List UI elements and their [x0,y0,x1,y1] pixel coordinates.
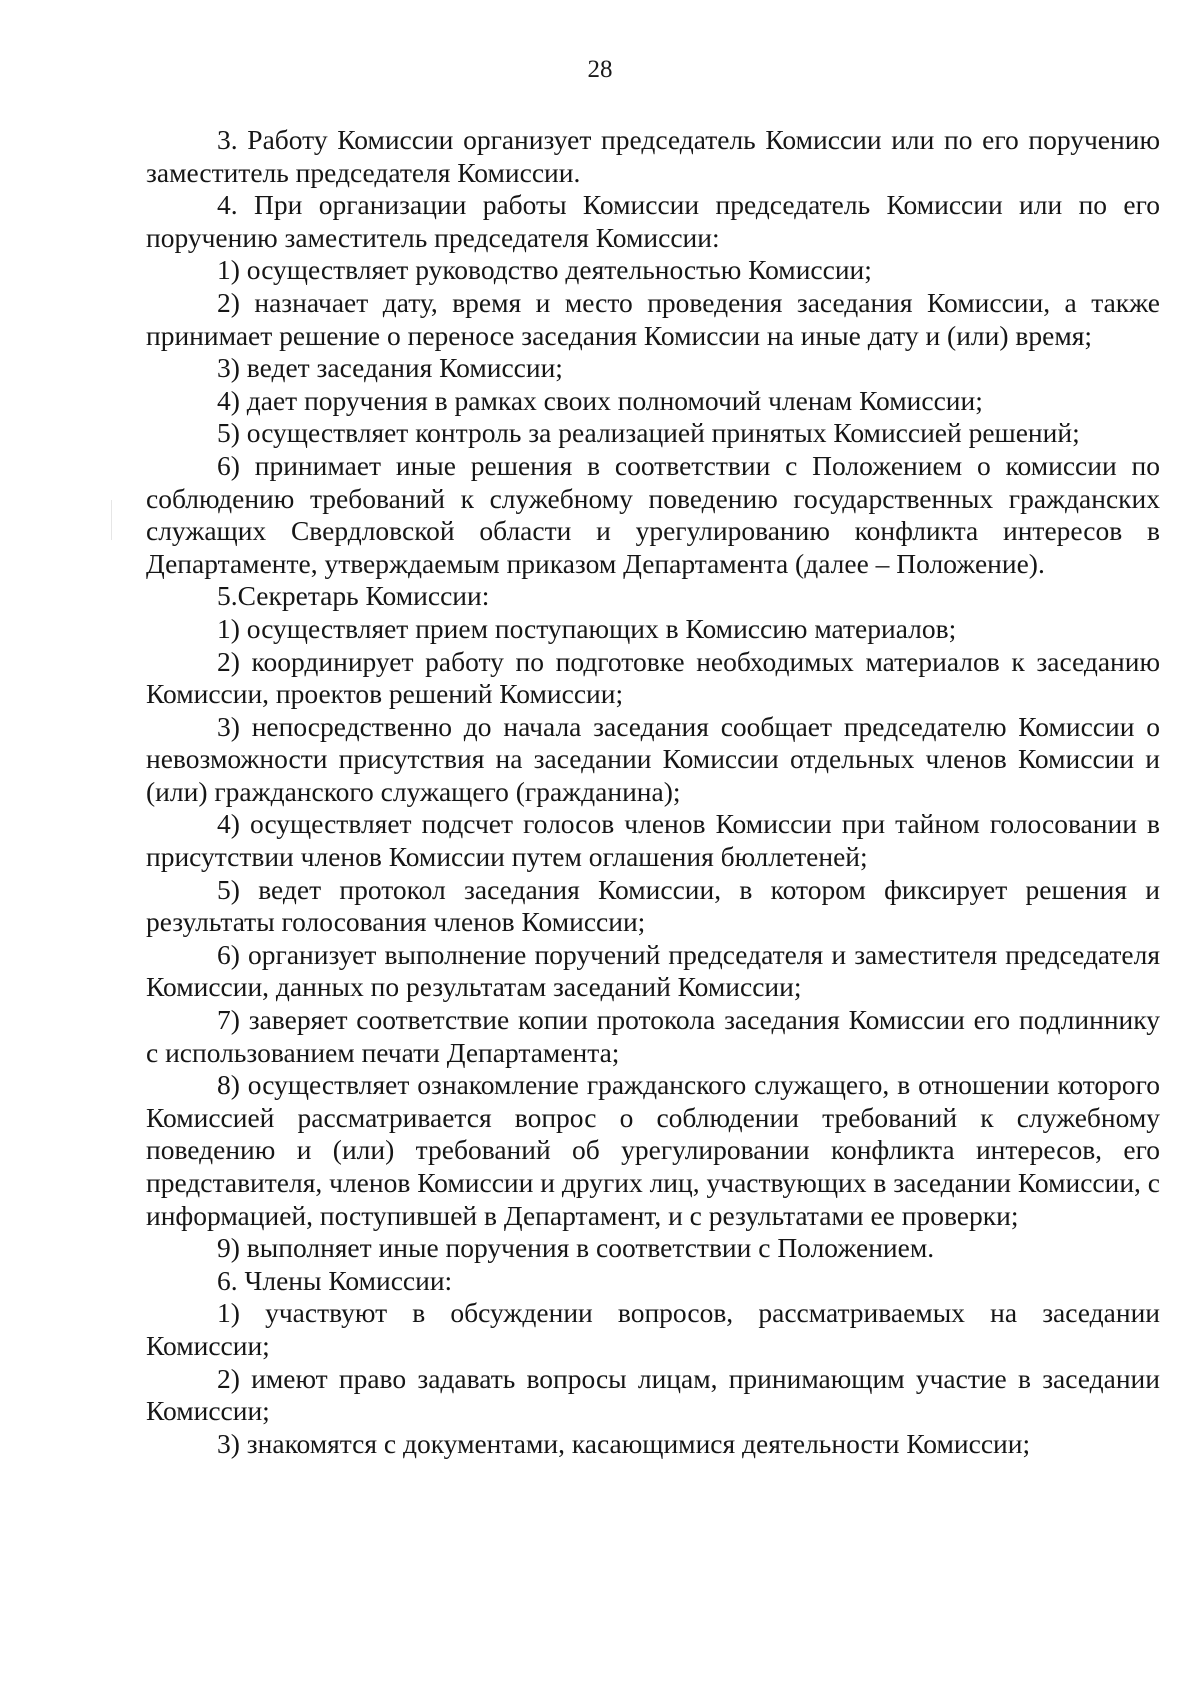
paragraph-5-item-6: 6) организует выполнение поручений председателя и заместителя председателя Комиссии, данных по результатам заседаний Комиссии; [146,938,1160,1003]
paragraph-5-item-5: 5) ведет протокол заседания Комиссии, в котором фиксирует решения и результаты голосования членов Комиссии; [146,873,1160,938]
paragraph-5-item-8: 8) осуществляет ознакомление гражданского служащего, в отношении которого Комиссией рассматривается вопрос о соблюдении требований к служебному поведению и (или) требований об урегулировании конфликта интересов, его представителя, членов Комиссии и других лиц, участвующих в заседании Комиссии, с информацией, поступившей в Департамент, и с результатами ее проверки; [146,1069,1161,1231]
scan-margin-mark [111,500,112,540]
paragraph-6-item-1: 1) участвуют в обсуждении вопросов, рассматриваемых на заседании Комиссии; [146,1297,1160,1361]
paragraph-4-item-3: 3) ведет заседания Комиссии; [217,352,563,384]
paragraph-6-item-3: 3) знакомятся с документами, касающимися деятельности Комиссии; [217,1427,1031,1459]
paragraph-6-item-2: 2) имеют право задавать вопросы лицам, принимающим участие в заседании Комиссии; [146,1362,1160,1427]
paragraph-5-item-4: 4) осуществляет подсчет голосов членов Комиссии при тайном голосовании в присутствии членов Комиссии путем оглашения бюллетеней; [146,808,1160,873]
paragraph-3: 3. Работу Комиссии организует председатель Комиссии или по его поручению заместитель председателя Комиссии. [146,124,1160,188]
paragraph-5-item-3: 3) непосредственно до начала заседания сообщает председателю Комиссии о невозможности присутствия на заседании Комиссии отдельных членов Комиссии и (или) гражданского служащего (гражданина); [146,710,1160,807]
paragraph-4-item-6: 6) принимает иные решения в соответствии с Положением о комиссии по соблюдению требований к служебному поведению государственных гражданских служащих Свердловской области и урегулированию конфликта интересов в Департаменте, утверждаемым приказом Департамента (далее – Положение). [146,449,1160,579]
paragraph-4-item-2: 2) назначает дату, время и место проведения заседания Комиссии, а также принимает решение о переносе заседания Комиссии на иные дату и (или) время; [146,286,1160,351]
paragraph-4-item-4: 4) дает поручения в рамках своих полномочий членам Комиссии; [217,384,983,416]
paragraph-5-item-2: 2) координирует работу по подготовке необходимых материалов к заседанию Комиссии, проектов решений Комиссии; [146,645,1160,710]
paragraph-4-item-1: 1) осуществляет руководство деятельностью Комиссии; [217,254,872,286]
document-body [146,124,1160,1460]
paragraph-5-item-1: 1) осуществляет прием поступающих в Комиссию материалов; [217,612,957,644]
page-number: 28 [587,56,613,83]
paragraph-4-item-5: 5) осуществляет контроль за реализацией принятых Комиссией решений; [217,417,1080,449]
paragraph-5: 5.Секретарь Комиссии: [217,580,490,612]
paragraph-5-item-7: 7) заверяет соответствие копии протокола заседания Комиссии его подлиннику с использованием печати Департамента; [146,1004,1160,1068]
paragraph-6: 6. Члены Комиссии: [217,1264,453,1296]
paragraph-4: 4. При организации работы Комиссии председатель Комиссии или по его поручению заместитель председателя Комиссии: [146,189,1160,253]
paragraph-5-item-9: 9) выполняет иные поручения в соответствии с Положением. [217,1232,935,1264]
